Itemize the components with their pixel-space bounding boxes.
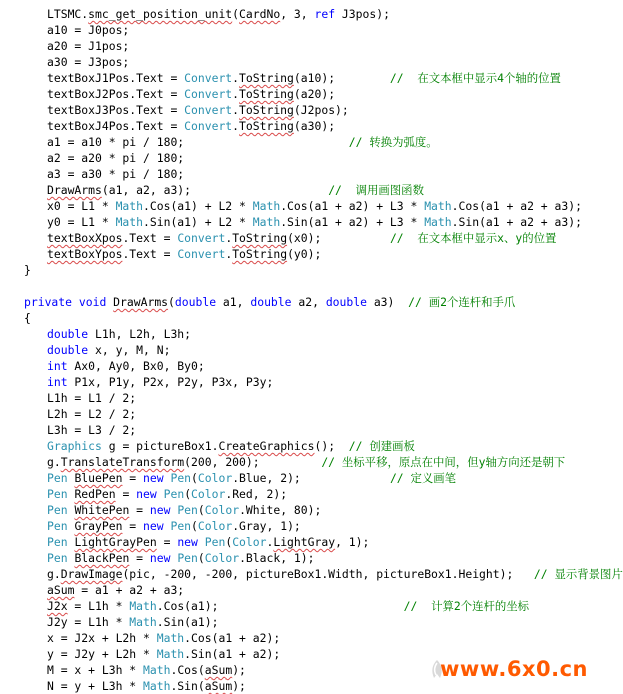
code-comment: // 显示背景图片 (533, 567, 623, 581)
code-token: N = y + L3h * (47, 679, 144, 693)
code-token: ref (314, 7, 336, 21)
code-token: . (232, 119, 240, 133)
code-line (47, 246, 321, 262)
code-token: L1h = L1 / 2; (47, 391, 137, 405)
code-line (47, 406, 136, 422)
code-comment: // 画2个连杆和手爪 (408, 295, 516, 309)
code-line (47, 342, 170, 358)
code-token: WhitePen (74, 503, 130, 517)
code-token: ToString (239, 103, 294, 117)
code-token: = L1h * (67, 599, 130, 613)
code-token: x = J2x + L2h * (47, 631, 157, 645)
code-line (47, 118, 335, 134)
code-line (47, 470, 456, 486)
code-line (47, 358, 205, 374)
code-token: ToString (232, 247, 288, 261)
code-token: . (225, 231, 233, 245)
code-token: GrayPen (74, 519, 123, 533)
code-line (47, 598, 529, 614)
code-token: g. (47, 455, 61, 469)
code-token: ( (184, 487, 192, 501)
code-token: double (325, 295, 367, 309)
code-token: Math (143, 663, 171, 677)
code-token: (a20); (293, 87, 336, 101)
code-token: LightGray (273, 535, 336, 549)
code-token: (a10); (293, 71, 390, 85)
watermark: www.6x0.cn (440, 657, 588, 681)
code-token: Pen (47, 551, 68, 565)
code-token: textBoxJ1Pos.Text = (47, 71, 185, 85)
code-token: Pen (47, 487, 68, 501)
code-comment: // 在文本框中显示x、y的位置 (389, 231, 557, 245)
code-token: textBoxYpos (47, 247, 123, 261)
code-token: a30 = J3pos; (47, 55, 130, 69)
code-token: a3 = a30 * pi / 180; (47, 167, 185, 181)
code-token: = a1 + a2 + a3; (74, 583, 185, 597)
code-token: Color (204, 551, 240, 565)
code-line (47, 566, 623, 582)
code-token: double (250, 295, 292, 309)
code-line (47, 550, 315, 566)
code-token: Graphics (47, 439, 102, 453)
code-token: ( (225, 535, 233, 549)
code-token: = (129, 503, 150, 517)
code-line (47, 38, 129, 54)
code-line (47, 6, 390, 22)
code-token: textBoxJ2Pos.Text = (47, 87, 185, 101)
code-token: (200, 200); (184, 455, 322, 469)
code-token: = (115, 487, 137, 501)
code-token: x0 = L1 * (47, 199, 116, 213)
code-token: DrawArms (113, 295, 169, 309)
code-token: Color (197, 519, 233, 533)
code-token: .Text = (122, 247, 178, 261)
code-token: a10 = J0pos; (47, 23, 130, 37)
code-token: Math (156, 631, 185, 645)
code-token: new (143, 519, 164, 533)
code-token: .Cos(a1 + a2); (184, 631, 281, 645)
code-token: a20 = J1pos; (47, 39, 130, 53)
code-token: void (78, 295, 107, 309)
code-token: DrawArms (47, 183, 102, 197)
code-token: Pen (163, 487, 185, 501)
code-line (47, 630, 280, 646)
code-token: Math (115, 215, 144, 229)
code-token: textBoxJ4Pos.Text = (47, 119, 185, 133)
code-line (47, 326, 191, 342)
code-token (72, 295, 79, 309)
code-token: smc_get_position_unit (88, 7, 233, 21)
code-token: g. (47, 567, 61, 581)
code-line (47, 614, 218, 630)
code-token: new (177, 535, 198, 549)
code-token: Math (115, 199, 144, 213)
code-token: textBoxXpos (47, 231, 123, 245)
code-token: .Blue, 2); (232, 471, 390, 485)
code-token: a3) (366, 295, 409, 309)
code-line (47, 454, 565, 470)
code-comment: // 计算2个连杆的坐标 (403, 599, 530, 613)
code-token: . (232, 87, 240, 101)
code-token: .Cos(a1 + a2) + L3 * (280, 199, 425, 213)
code-line (47, 150, 184, 166)
code-token: int (47, 375, 68, 389)
code-token: CreateGraphics (218, 439, 315, 453)
code-token: a1 = a10 * pi / 180; (47, 135, 349, 149)
code-token: Convert (184, 71, 233, 85)
code-token: .Text = (122, 231, 178, 245)
code-token: new (143, 471, 164, 485)
code-token: Math (129, 615, 157, 629)
code-line (47, 54, 129, 70)
code-line (47, 214, 582, 230)
code-token: textBoxJ3Pos.Text = (47, 103, 185, 117)
code-token: (x0); (287, 231, 390, 245)
code-comment: // 在文本框中显示4个轴的位置 (389, 71, 561, 85)
code-token: L3h = L3 / 2; (47, 423, 137, 437)
code-token: BluePen (74, 471, 123, 485)
code-line (47, 134, 438, 150)
code-token: Convert (177, 231, 226, 245)
code-token: { (24, 311, 31, 325)
code-token: int (47, 359, 68, 373)
code-token: = (156, 535, 178, 549)
code-token: . (225, 247, 233, 261)
code-token: BlackPen (74, 551, 130, 565)
code-token: Math (252, 215, 281, 229)
code-token: , 3, (280, 7, 315, 21)
code-token: = (122, 471, 144, 485)
code-token: (); (314, 439, 349, 453)
code-token: DrawImage (60, 567, 123, 581)
code-token: Pen (170, 519, 192, 533)
code-token: LightGrayPen (74, 535, 157, 549)
code-line (47, 582, 184, 598)
code-comment: // 转换为弧度。 (348, 135, 438, 149)
code-token: ( (197, 503, 205, 517)
code-token: ToString (239, 119, 294, 133)
code-token: new (149, 503, 171, 517)
code-token: .Red, 2); (225, 487, 288, 501)
code-token: .White, 80); (239, 503, 322, 517)
code-token: M = x + L3h * (47, 663, 144, 677)
code-token: private (24, 295, 73, 309)
code-token: y = J2y + L2h * (47, 647, 157, 661)
code-token: Convert (184, 119, 233, 133)
code-token: .Sin(a1) + L2 * (143, 215, 253, 229)
code-token: new (149, 551, 171, 565)
code-token: Pen (204, 535, 226, 549)
code-token: aSum (204, 679, 233, 693)
code-line (47, 438, 415, 454)
code-token: Color (204, 503, 240, 517)
code-token: .Cos(a1) + L2 * (143, 199, 253, 213)
code-line (47, 678, 246, 694)
code-line (24, 262, 31, 278)
code-token: a2, (291, 295, 326, 309)
code-token: g = pictureBox1. (101, 439, 219, 453)
code-line (47, 182, 424, 198)
code-token: . (232, 103, 240, 117)
code-token: .Sin( (170, 679, 205, 693)
code-line (47, 662, 246, 678)
code-comment: // 坐标平移，原点在中间，但y轴方向还是朝下 (321, 455, 566, 469)
code-line (47, 198, 582, 214)
code-token: Math (156, 647, 185, 661)
code-token: Pen (170, 471, 192, 485)
code-line (47, 534, 369, 550)
code-token: aSum (47, 583, 75, 597)
code-token: Pen (47, 535, 68, 549)
code-comment: // 定义画笔 (389, 471, 457, 485)
code-token: LTSMC. (47, 7, 89, 21)
code-token: (y0); (287, 247, 322, 261)
code-token: J2y = L1h * (47, 615, 130, 629)
code-token: aSum (204, 663, 233, 677)
code-token: y0 = L1 * (47, 215, 116, 229)
code-token: Convert (184, 103, 233, 117)
code-token: Pen (177, 551, 198, 565)
code-token (157, 487, 164, 501)
code-line (47, 390, 136, 406)
code-token: double (174, 295, 217, 309)
code-token: x, y, M, N; (88, 343, 171, 357)
code-token: a2 = a20 * pi / 180; (47, 151, 185, 165)
code-line (24, 310, 31, 326)
code-token: ); (232, 663, 246, 677)
code-token: L2h = L2 / 2; (47, 407, 137, 421)
code-token: L1h, L2h, L3h; (88, 327, 192, 341)
code-token: Color (197, 471, 233, 485)
code-token: ToString (239, 71, 294, 85)
code-token: } (24, 263, 31, 277)
code-token: J2x (47, 599, 68, 613)
code-comment: // 调用画图函数 (328, 183, 424, 197)
code-token: new (136, 487, 157, 501)
code-line (47, 646, 280, 662)
code-token: Convert (177, 247, 226, 261)
code-token: Math (143, 679, 171, 693)
code-token: CardNo (239, 7, 281, 21)
code-token: Math (129, 599, 157, 613)
code-token: . (170, 663, 178, 677)
code-token: a1, (216, 295, 251, 309)
code-token: .Sin(a1 + a2) + L3 * (280, 215, 425, 229)
code-token: Color (191, 487, 226, 501)
code-line (24, 294, 515, 310)
code-token: . (266, 535, 274, 549)
code-comment: // 创建画板 (348, 439, 415, 453)
code-token: (a30); (293, 119, 336, 133)
code-token: ); (232, 679, 246, 693)
code-token: ( (191, 471, 198, 485)
code-token: = (122, 519, 144, 533)
code-token: double (47, 327, 89, 341)
code-token: Cos( (177, 663, 205, 677)
code-token: .Cos(a1 + a2 + a3); (451, 199, 582, 213)
code-token: Math (424, 199, 452, 213)
code-token: Math (424, 215, 452, 229)
code-line (47, 102, 349, 118)
code-token: Pen (47, 519, 68, 533)
code-token: .Sin(a1); (156, 615, 219, 629)
code-token: (a1, a2, a3); (101, 183, 329, 197)
code-token: . (232, 71, 240, 85)
code-token: ToString (232, 231, 288, 245)
code-token (198, 535, 205, 549)
code-token: RedPen (74, 487, 116, 501)
code-line (47, 166, 184, 182)
code-line (47, 86, 335, 102)
code-line (47, 502, 321, 518)
code-line (47, 518, 301, 534)
code-line (47, 70, 561, 86)
code-token: ( (191, 519, 198, 533)
code-token: (pic, -200, -200, pictureBox1.Width, pictureBox1.Height); (122, 567, 534, 581)
code-token: double (47, 343, 89, 357)
code-token: ( (168, 295, 175, 309)
code-token: Ax0, Ay0, Bx0, By0; (67, 359, 205, 373)
code-token: Math (252, 199, 281, 213)
code-token: TranslateTransform (60, 455, 185, 469)
code-token: Pen (47, 503, 68, 517)
code-line (47, 486, 287, 502)
code-line (47, 422, 136, 438)
code-token: Color (232, 535, 267, 549)
code-token: .Cos(a1); (156, 599, 404, 613)
code-line (47, 374, 273, 390)
code-token: (J2pos); (293, 103, 349, 117)
code-line (47, 230, 556, 246)
code-token: Pen (47, 471, 68, 485)
code-token: ( (232, 7, 240, 21)
code-token: Convert (184, 87, 233, 101)
code-token: = (129, 551, 150, 565)
code-token: , 1); (335, 535, 370, 549)
code-token: Pen (177, 503, 198, 517)
code-token: P1x, P1y, P2x, P2y, P3x, P3y; (67, 375, 274, 389)
code-token: .Sin(a1 + a2); (184, 647, 281, 661)
code-token: .Sin(a1 + a2 + a3); (451, 215, 582, 229)
code-token: .Gray, 1); (232, 519, 301, 533)
code-line (47, 22, 129, 38)
code-token: ToString (239, 87, 294, 101)
code-token: J3pos); (335, 7, 390, 21)
code-token: .Black, 1); (239, 551, 315, 565)
code-token: ( (197, 551, 205, 565)
